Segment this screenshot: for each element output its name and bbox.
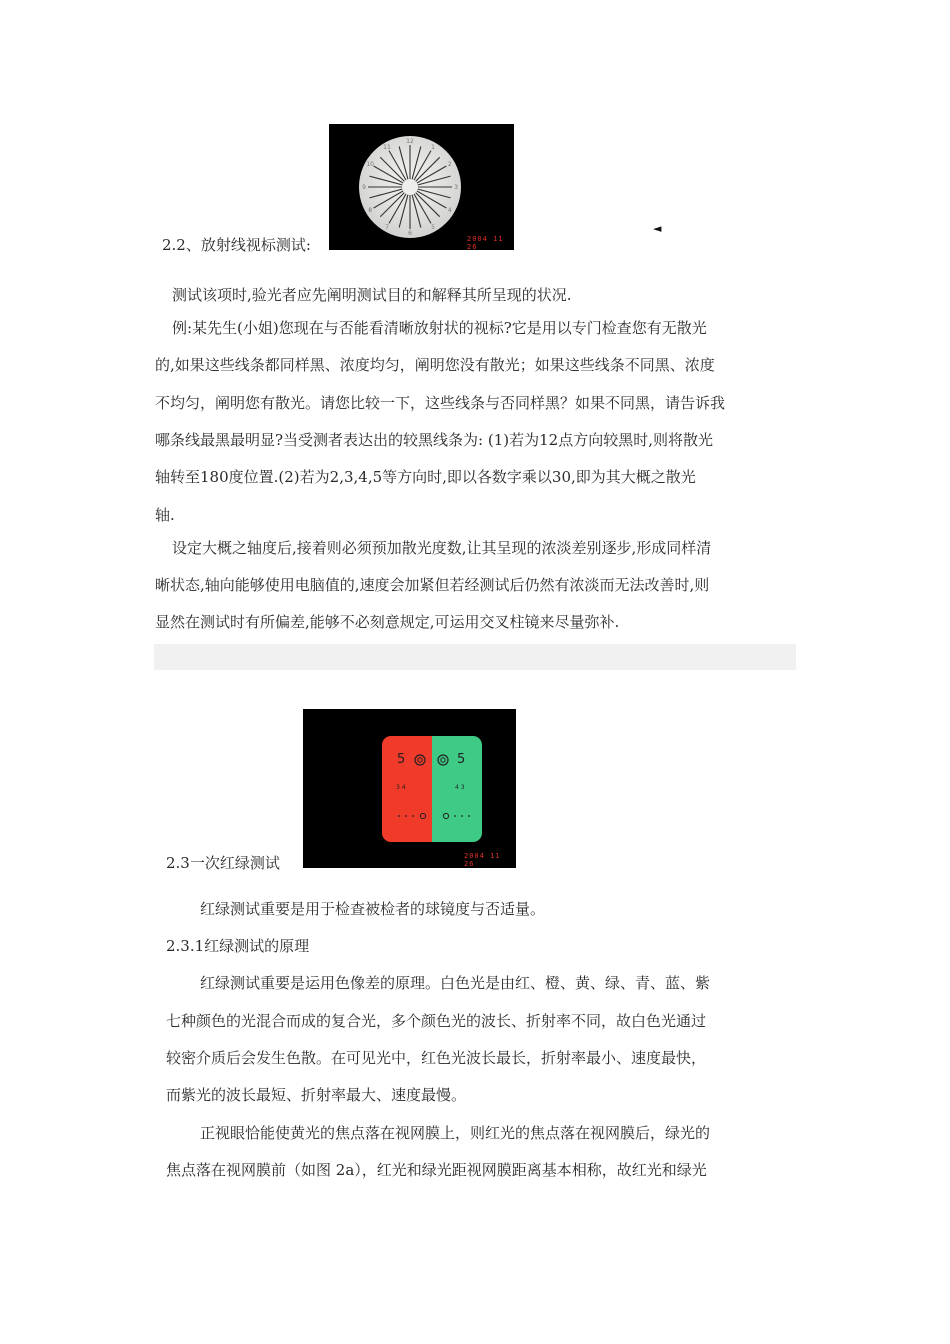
play-left-icon: ◄ (653, 222, 662, 235)
radial-center (402, 179, 418, 195)
red-panel-small-numbers: 3 4 (396, 784, 406, 791)
red-green-chart-photo (303, 709, 516, 868)
paragraph-line: 例:某先生(小姐)您现在与否能看清晰放射状的视标?它是用以专门检查您有无散光 (172, 319, 707, 337)
radial-chart-photo (329, 124, 514, 250)
paragraph-line: 焦点落在视网膜前（如图 2a），红光和绿光距视网膜距离基本相称，故红光和绿光 (166, 1161, 707, 1179)
green-panel-number: 5 (457, 752, 466, 767)
paragraph-line: 而紫光的波长最短、折射率最大、速度最慢。 (166, 1086, 467, 1104)
clock-number: 5 (431, 223, 435, 231)
clock-number: 12 (406, 138, 414, 145)
paragraph-line: 红绿测试重要是用于检查被检者的球镜度与否适量。 (200, 900, 546, 918)
red-panel-number: 5 (397, 752, 406, 767)
clock-number: 11 (383, 144, 391, 152)
clock-number: 1 (431, 144, 435, 152)
clock-number: 6 (408, 230, 412, 237)
paragraph-line: 晰状态,轴向能够使用电脑值的,速度会加紧但若经测试后仍然有浓淡而无法改善时,则 (155, 576, 710, 594)
date-stamp: 2004 11 26 (467, 235, 504, 250)
red-green-graphic (303, 709, 516, 868)
clock-number: 9 (362, 184, 366, 191)
paragraph-line: 轴. (155, 506, 175, 524)
paragraph-line: 红绿测试重要是运用色像差的原理。白色光是由红、橙、黄、绿、青、蓝、紫 (200, 974, 711, 992)
paragraph-line: 显然在测试时有所偏差,能够不必刻意规定,可运用交叉柱镜来尽量弥补. (155, 613, 620, 631)
paragraph-line: 正视眼恰能使黄光的焦点落在视网膜上，则红光的焦点落在视网膜后，绿光的 (200, 1124, 711, 1142)
date-stamp: 2004 11 26 (464, 852, 501, 868)
divider-band (154, 644, 796, 670)
paragraph-line: 的,如果这些线条都同样黑、浓度均匀，阐明您没有散光；如果这些线条不同黑、浓度 (155, 356, 715, 374)
section-heading-redgreen: 2.3一次红绿测试 (166, 854, 280, 872)
subsection-heading: 2.3.1红绿测试的原理 (166, 937, 310, 955)
paragraph-line: 哪条线最黑最明显?当受测者表达出的较黑线条为: (1)若为12点方向较黑时,则将散光 (155, 431, 713, 449)
paragraph-line: 设定大概之轴度后,接着则必须预加散光度数,让其呈现的浓淡差别逐步,形成同样清 (172, 539, 712, 557)
paragraph-line: 轴转至180度位置.(2)若为2,3,4,5等方向时,即以各数字乘以30,即为其大概之散光 (155, 468, 696, 486)
clock-number: 4 (447, 207, 452, 214)
clock-number: 7 (385, 223, 389, 231)
section-heading-radial: 2.2、放射线视标测试: (162, 236, 311, 254)
green-panel-small-numbers: 4 3 (455, 784, 465, 791)
paragraph-line: 七种颜色的光混合而成的复合光，多个颜色光的波长、折射率不同，故白色光通过 (166, 1012, 707, 1030)
clock-number: 3 (454, 184, 458, 191)
paragraph-line: 较密介质后会发生色散。在可见光中，红色光波长最长，折射率最小、速度最快， (166, 1049, 707, 1067)
radial-chart-graphic (329, 124, 514, 250)
paragraph-line: 测试该项时,验光者应先阐明测试目的和解释其所呈现的状况. (172, 286, 572, 304)
clock-number: 8 (368, 207, 373, 214)
paragraph-line: 不均匀，阐明您有散光。请您比较一下，这些线条与否同样黑？如果不同黑，请告诉我 (155, 394, 726, 412)
clock-number: 10 (366, 161, 374, 168)
clock-number: 2 (447, 161, 452, 168)
